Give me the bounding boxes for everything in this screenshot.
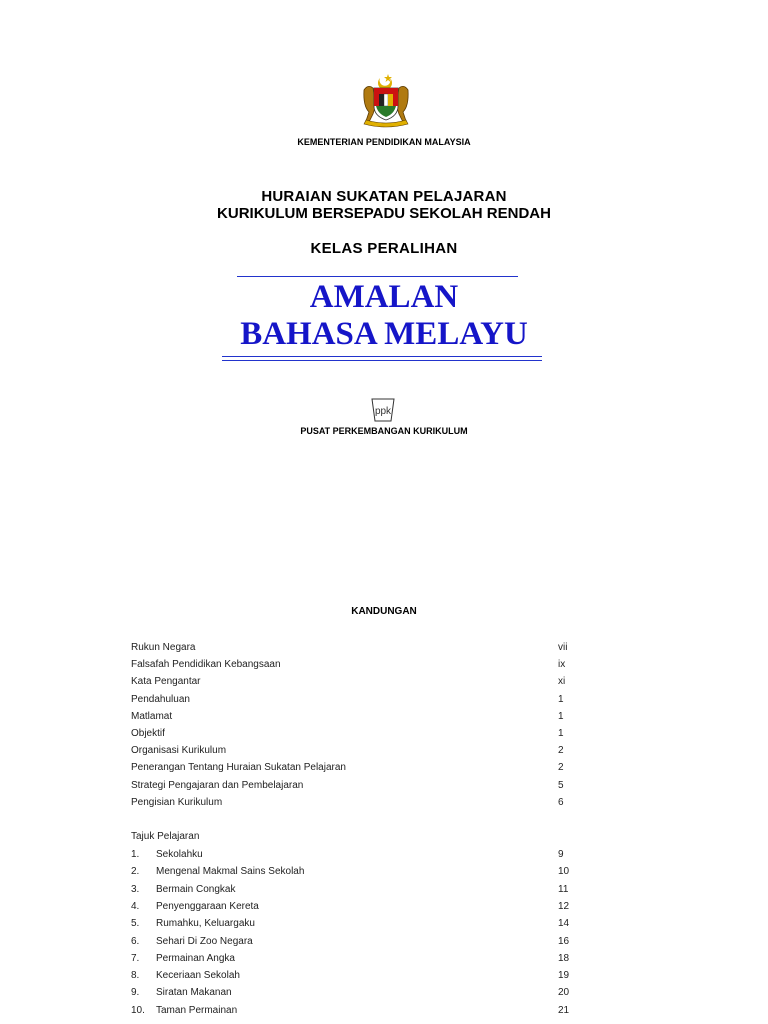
lesson-page: 18: [558, 952, 570, 964]
lesson-page: 14: [558, 918, 570, 930]
toc-item: [131, 642, 591, 658]
lesson-page: 11: [558, 883, 569, 895]
lesson-label: Permainan Angka: [156, 952, 235, 964]
toc-item-page: 2: [558, 745, 564, 757]
lesson-number: 8.: [131, 970, 140, 982]
lesson-page: 9: [558, 849, 564, 860]
title-line-2: BAHASA MELAYU: [240, 316, 528, 352]
toc-item: [131, 780, 591, 796]
lesson-label: Bermain Congkak: [156, 883, 236, 895]
subtitle-line-1: HURAIAN SUKATAN PELAJARAN: [261, 188, 507, 205]
lesson-number: 2.: [131, 866, 140, 878]
lesson-item: [131, 953, 591, 969]
toc-item: [131, 676, 591, 692]
subtitle-line-2: KURIKULUM BERSEPADU SEKOLAH RENDAH: [217, 205, 551, 222]
lesson-item: [131, 987, 591, 1003]
toc-item-label: Pengisian Kurikulum: [131, 796, 223, 808]
lesson-number: 5.: [131, 918, 140, 930]
lesson-page: 16: [558, 935, 570, 947]
toc-item-label: Strategi Pengajaran dan Pembelajaran: [131, 779, 304, 791]
toc-item: [131, 659, 591, 675]
lesson-item: [131, 936, 591, 952]
toc-item-label: Matlamat: [131, 710, 173, 722]
lesson-label: Taman Permainan: [156, 1004, 238, 1016]
lesson-number: 9.: [131, 987, 140, 999]
toc-item: [131, 745, 591, 761]
title-bottom-rule-1: [222, 356, 542, 357]
toc-heading: KANDUNGAN: [351, 606, 417, 617]
lessons-heading-label: Tajuk Pelajaran: [131, 831, 200, 842]
toc-item-page: 1: [558, 710, 564, 722]
class-level: KELAS PERALIHAN: [310, 240, 458, 257]
toc-item-page: 5: [558, 779, 564, 791]
toc-item-page: 1: [558, 728, 564, 739]
lesson-page: 21: [558, 1004, 570, 1016]
toc-item-label: Rukun Negara: [131, 642, 196, 653]
lesson-page: 12: [558, 900, 570, 912]
lesson-item: [131, 901, 591, 917]
title-bottom-rule-2: [222, 360, 542, 361]
publisher-name: PUSAT PERKEMBANGAN KURIKULUM: [300, 426, 468, 436]
lesson-page: 19: [558, 970, 570, 982]
lesson-item: [131, 918, 591, 934]
lesson-label: Siratan Makanan: [156, 987, 232, 999]
lessons-heading: [131, 831, 591, 847]
lesson-item: [131, 849, 591, 865]
title-line-1: AMALAN: [309, 279, 459, 315]
ppk-logo: [366, 395, 400, 425]
toc-item: [131, 711, 591, 727]
lesson-number: 3.: [131, 883, 140, 895]
toc-item: [131, 694, 591, 710]
lesson-label: Mengenal Makmal Sains Sekolah: [156, 866, 305, 878]
toc-item: [131, 728, 591, 744]
toc-item-page: xi: [558, 676, 566, 688]
toc-item-label: Organisasi Kurikulum: [131, 745, 227, 757]
lesson-label: Sehari Di Zoo Negara: [156, 935, 253, 947]
lesson-item: [131, 1005, 591, 1021]
lesson-label: Penyenggaraan Kereta: [156, 900, 259, 912]
lesson-number: 7.: [131, 952, 140, 964]
lesson-number: 1.: [131, 849, 140, 860]
malaysia-coat-of-arms-logo: [358, 72, 414, 128]
toc-item: [131, 797, 591, 813]
lesson-item: [131, 866, 591, 882]
lesson-item: [131, 884, 591, 900]
svg-text:ppk: ppk: [374, 406, 392, 417]
toc-item: [131, 762, 591, 778]
toc-item-page: 6: [558, 796, 564, 808]
toc-item-label: Falsafah Pendidikan Kebangsaan: [131, 659, 281, 671]
title-top-rule: [237, 276, 518, 277]
toc-item-page: 1: [558, 693, 564, 705]
toc-item-page: vii: [558, 642, 568, 653]
toc-item-label: Objektif: [131, 728, 165, 739]
lesson-label: Rumahku, Keluargaku: [156, 918, 255, 930]
lesson-number: 6.: [131, 935, 140, 947]
lesson-number: 4.: [131, 900, 140, 912]
lesson-page: 20: [558, 987, 570, 999]
lesson-page: 10: [558, 866, 570, 878]
lesson-number: 10.: [131, 1004, 145, 1016]
toc-item-label: Penerangan Tentang Huraian Sukatan Pelajaran: [131, 762, 346, 774]
lesson-label: Keceriaan Sekolah: [156, 970, 240, 982]
lesson-item: [131, 970, 591, 986]
toc-item-label: Kata Pengantar: [131, 676, 201, 688]
toc-item-page: ix: [558, 659, 566, 671]
ministry-name: KEMENTERIAN PENDIDIKAN MALAYSIA: [297, 137, 471, 147]
lesson-label: Sekolahku: [156, 849, 203, 860]
toc-item-page: 2: [558, 762, 564, 774]
toc-item-label: Pendahuluan: [131, 693, 190, 705]
